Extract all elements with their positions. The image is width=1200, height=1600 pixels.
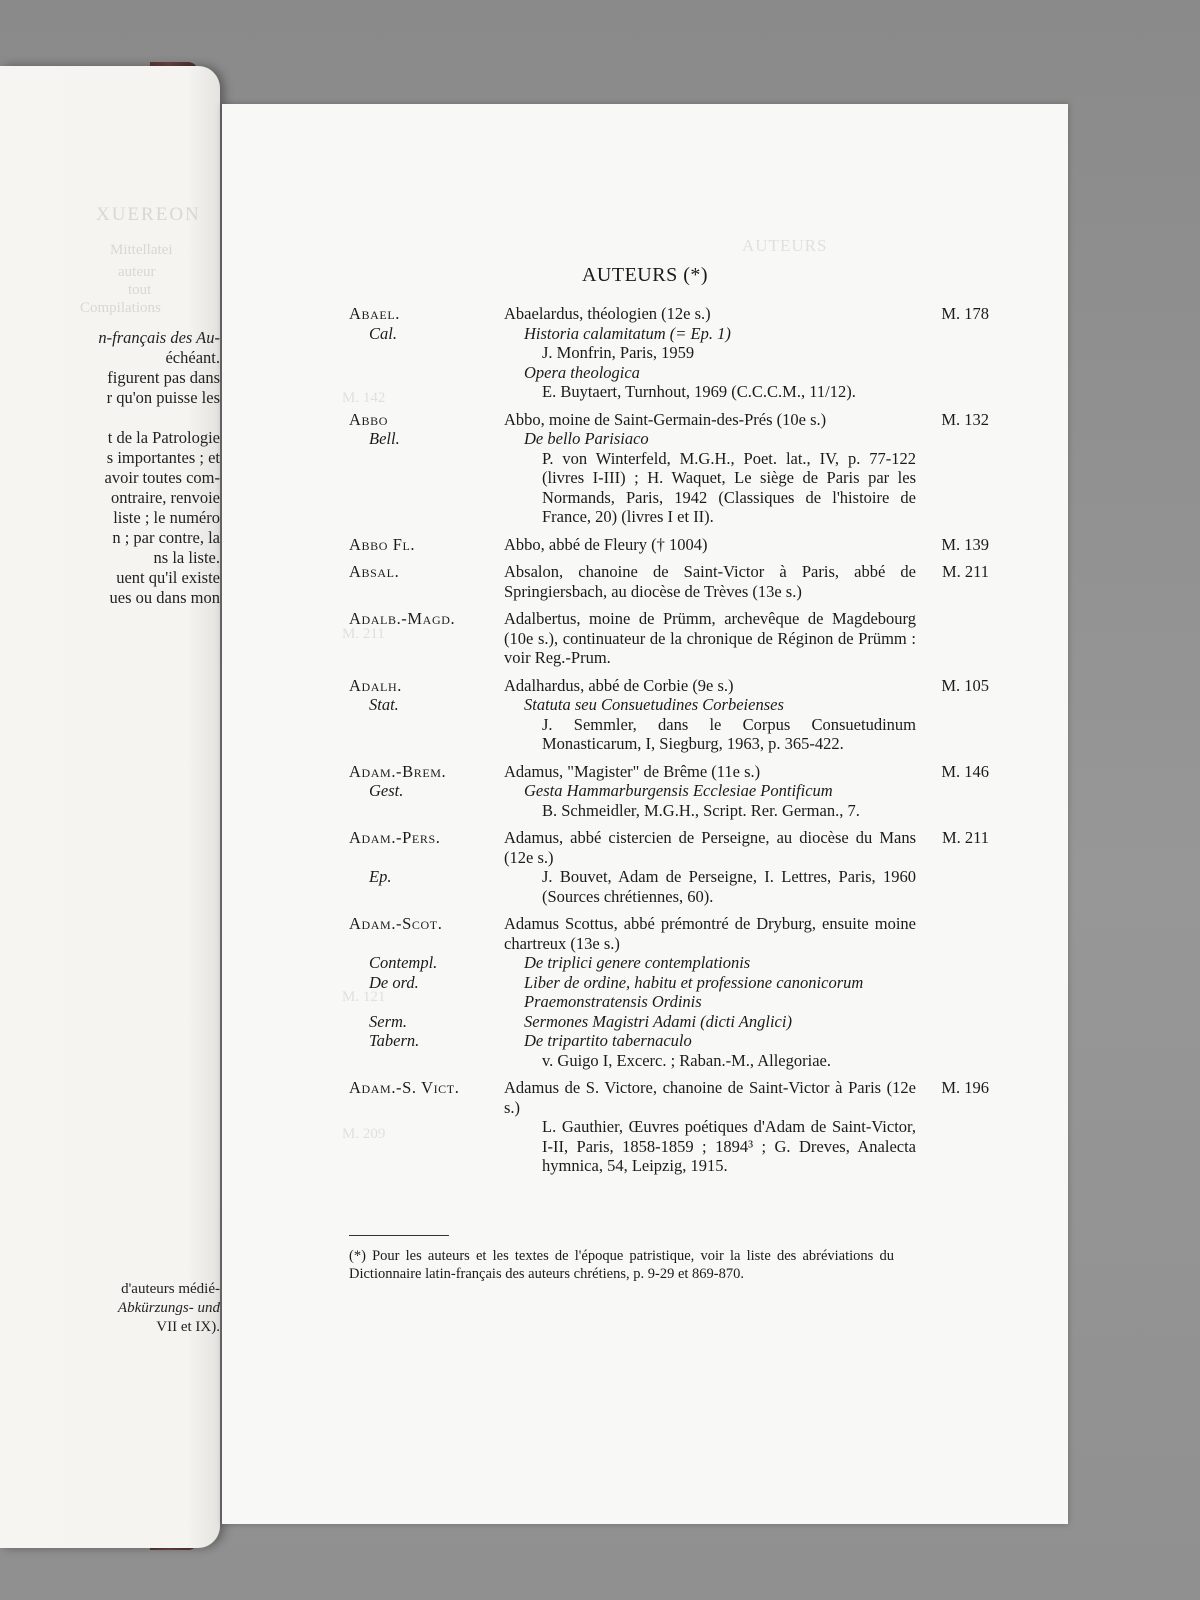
abbreviation-column [349, 762, 499, 801]
text-line: r qu'on puisse les [106, 388, 220, 407]
work-title: Opera theologica [524, 362, 640, 382]
bleed-through-text: M. 121 [342, 989, 386, 1005]
work-abbreviation: Contempl. [369, 953, 438, 972]
migne-reference: M. 211 [941, 828, 989, 847]
author-entry [349, 609, 989, 668]
author-description: Abbo, moine de Saint-Germain-des-Prés (10e s.) [504, 409, 827, 429]
abbreviation-column [349, 676, 499, 715]
text-line: s importantes ; et [106, 448, 220, 467]
work-abbreviation: Gest. [369, 781, 404, 800]
author-abbreviation: Abael. [349, 304, 400, 323]
bleed-through-text: tout [128, 282, 152, 298]
author-description: Abaelardus, théologien (12e s.) [504, 304, 711, 323]
entry-description [504, 676, 916, 754]
abbreviation-column [349, 828, 499, 887]
text-line: n-français des Au- [98, 328, 220, 347]
migne-reference: M. 146 [941, 761, 989, 781]
author-abbreviation: Abbo [349, 409, 388, 429]
migne-reference: M. 105 [941, 675, 989, 695]
author-list [349, 304, 989, 1184]
edition-reference: J. Semmler, dans le Corpus Consuetudinum Monasticarum, I, Siegburg, 1963, p. 365-422. [542, 714, 916, 753]
edition-reference: P. von Winterfeld, M.G.H., Poet. lat., IV, p. 77-122 (livres I-III) ; H. Waquet, Le siège de Paris par les Normands, Paris, 1942 (Classiques de l'histoire de France, 20) (livres I et II). [542, 448, 916, 526]
work-abbreviation: Ep. [369, 867, 392, 886]
left-page [0, 66, 220, 1548]
left-page-text [0, 328, 220, 608]
entry-description [504, 762, 916, 821]
work-title: Gesta Hammarburgensis Ecclesiae Pontificum [524, 781, 833, 800]
entry-description [504, 562, 916, 601]
author-abbreviation: Adam.-Brem. [349, 761, 447, 781]
edition-reference: L. Gauthier, Œuvres poétiques d'Adam de Saint-Victor, I-II, Paris, 1858-1859 ; 1894³ ; G. Dreves, Analecta hymnica, 54, Leipzig, 1915. [542, 1117, 916, 1175]
abbreviation-column [349, 410, 499, 449]
edition-reference: J. Monfrin, Paris, 1959 [542, 343, 695, 362]
text-line: échéant. [165, 348, 220, 367]
bleed-through-text: M. 209 [342, 1126, 386, 1142]
entry-description [504, 410, 916, 527]
migne-reference: M. 139 [941, 534, 989, 554]
author-abbreviation: Adalb.-Magd. [349, 609, 456, 628]
text-line: uent qu'il existe [116, 568, 220, 587]
author-entry [349, 762, 989, 821]
bleed-through-text: auteur [118, 264, 156, 280]
abbreviation-column [349, 304, 499, 343]
author-abbreviation: Adam.-S. Vict. [349, 1078, 460, 1097]
author-abbreviation: Absal. [349, 562, 400, 581]
author-abbreviation: Adam.-Scot. [349, 914, 443, 933]
text-line: d'auteurs médié- [121, 1281, 220, 1297]
work-abbreviation: Cal. [369, 323, 397, 343]
author-abbreviation: Adalh. [349, 675, 402, 695]
bleed-through-text: Mittellatei [110, 242, 173, 258]
author-description: Adalbertus, moine de Prümm, archevêque de Magdebourg (10e s.), continuateur de la chronique de Réginon de Prümm : voir Reg.-Prum. [504, 609, 916, 667]
edition-reference: E. Buytaert, Turnhout, 1969 (C.C.C.M., 11/12). [542, 382, 856, 401]
entry-description [504, 535, 916, 555]
text-line [0, 408, 220, 428]
author-entry [349, 828, 989, 906]
text-line: liste ; le numéro [113, 508, 220, 527]
work-title: Historia calamitatum (= Ep. 1) [524, 323, 731, 343]
work-title: De tripartito tabernaculo [524, 1031, 692, 1050]
author-description: Adamus de S. Victore, chanoine de Saint-Victor à Paris (12e s.) [504, 1078, 916, 1117]
bleed-through-text: AUTEURS [742, 236, 828, 255]
text-line: avoir toutes com- [104, 468, 220, 487]
author-description: Adalhardus, abbé de Corbie (9e s.) [504, 675, 734, 695]
entry-description [504, 1078, 916, 1176]
work-abbreviation: Stat. [369, 695, 399, 714]
entry-description [504, 304, 916, 402]
migne-reference: M. 132 [941, 409, 989, 429]
bleed-through-text: XUEREON [96, 204, 201, 225]
text-line: figurent pas dans [107, 368, 220, 387]
abbreviation-column [349, 535, 499, 555]
edition-reference: J. Bouvet, Adam de Perseigne, I. Lettres, Paris, 1960 (Sources chrétiennes, 60). [542, 867, 916, 906]
author-entry [349, 304, 989, 402]
entry-description [504, 914, 916, 1070]
abbreviation-column [349, 609, 499, 629]
author-entry [349, 410, 989, 527]
text-line: ues ou dans mon [109, 588, 220, 607]
footnote-divider [349, 1235, 449, 1236]
text-line: t de la Patrologie [107, 428, 220, 447]
left-page-footnote [0, 1280, 220, 1337]
migne-reference: M. 178 [941, 304, 989, 323]
author-abbreviation: Abbo Fl. [349, 534, 416, 554]
author-entry [349, 562, 989, 601]
author-description: Adamus, abbé cistercien de Perseigne, au diocèse du Mans (12e s.) [504, 828, 916, 867]
page-title: AUTEURS (*) [581, 264, 709, 286]
text-line: Abkürzungs- und [117, 1300, 220, 1316]
entry-description [504, 828, 916, 906]
work-abbreviation: Serm. [369, 1011, 408, 1031]
author-description: Abbo, abbé de Fleury († 1004) [504, 534, 708, 554]
document-page [222, 104, 1068, 1524]
author-description: Adamus, "Magister" de Brême (11e s.) [504, 761, 761, 781]
abbreviation-column [349, 1078, 499, 1098]
abbreviation-column [349, 562, 499, 582]
author-entry [349, 914, 989, 1070]
author-entry [349, 1078, 989, 1176]
text-line: VII et IX). [156, 1319, 220, 1335]
work-title: Liber de ordine, habitu et professione canonicorum [524, 972, 864, 992]
work-abbreviation: De ord. [369, 972, 419, 992]
author-entry [349, 535, 989, 555]
bleed-through-text: M. 142 [342, 390, 386, 406]
work-title: Praemonstratensis Ordinis [524, 992, 702, 1011]
text-line: ns la liste. [153, 548, 220, 567]
author-abbreviation: Adam.-Pers. [349, 828, 441, 847]
abbreviation-column [349, 914, 499, 1051]
entry-description [504, 609, 916, 668]
work-abbreviation: Bell. [369, 429, 400, 448]
work-title: Statuta seu Consuetudines Corbeienses [524, 695, 784, 714]
author-entry [349, 676, 989, 754]
cross-reference: v. Guigo I, Excerc. ; Raban.-M., Allegoriae. [542, 1050, 831, 1070]
text-line: n ; par contre, la [112, 528, 220, 547]
bleed-through-text: Compilations [80, 300, 161, 316]
edition-reference: B. Schmeidler, M.G.H., Script. Rer. German., 7. [542, 800, 860, 820]
text-line: ontraire, renvoie [110, 488, 220, 507]
work-abbreviation: Tabern. [369, 1031, 420, 1050]
work-title: De triplici genere contemplationis [524, 953, 751, 972]
bleed-through-text: M. 211 [342, 626, 385, 642]
footnote: (*) Pour les auteurs et les textes de l'époque patristique, voir la liste des abréviations du Dictionnaire latin-français des auteurs chrétiens, p. 9-29 et 869-870. [349, 1248, 894, 1282]
author-description: Adamus Scottus, abbé prémontré de Dryburg, ensuite moine chartreux (13e s.) [504, 914, 916, 953]
work-title: Sermones Magistri Adami (dicti Anglici) [524, 1011, 792, 1031]
work-title: De bello Parisiaco [524, 429, 649, 448]
author-description: Absalon, chanoine de Saint-Victor à Paris, abbé de Springiersbach, au diocèse de Trèves (13e s.) [504, 562, 916, 601]
migne-reference: M. 196 [941, 1078, 989, 1097]
migne-reference: M. 211 [941, 562, 989, 581]
